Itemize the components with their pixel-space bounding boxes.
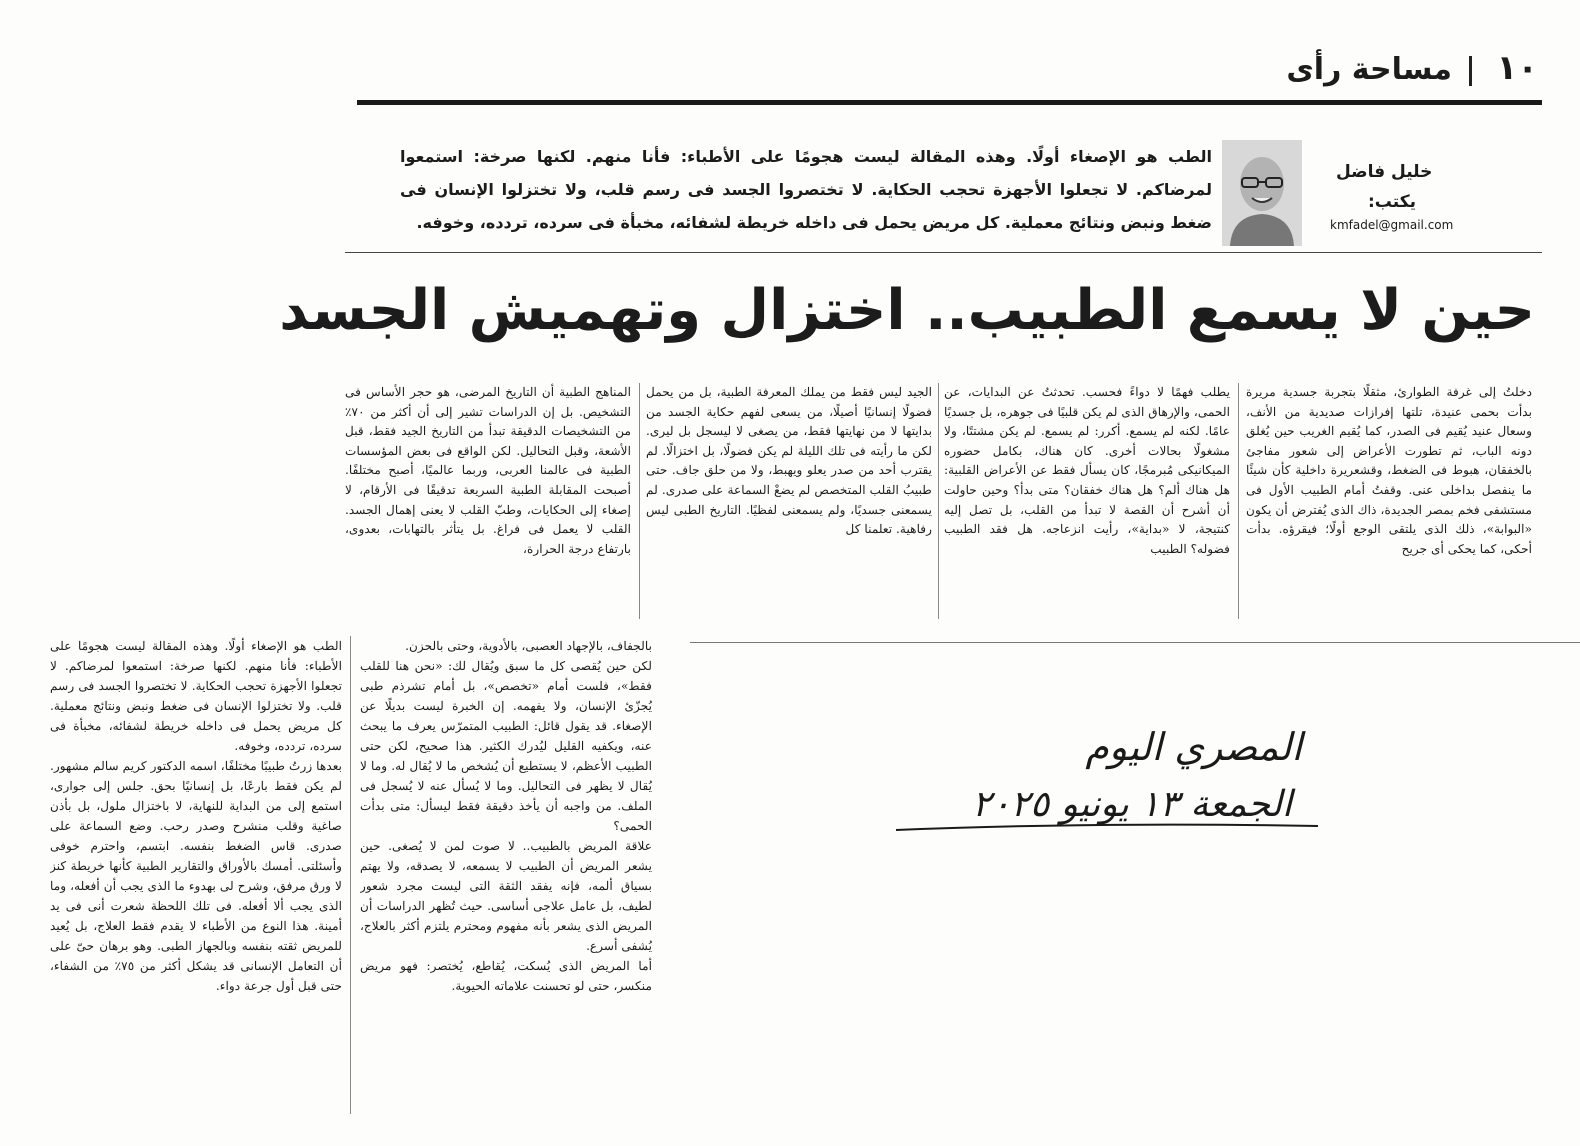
masthead-separator <box>1469 56 1472 86</box>
article-intro: الطب هو الإصغاء أولًا. وهذه المقالة ليست هجومًا على الأطباء: فأنا منهم. لكنها صرخة: استمعوا لمرضاكم. لا تجعلوا الأجهزة تحجب الحكاية. لا تختصروا الجسد فى رسم قلب، ولا تختزلوا الإنسان فى ضغط ونبض ونتائج معملية. كل مريض يحمل فى داخله خريطة لشفائه، مخبأة فى سرده، تردده، وخوفه. <box>400 147 1212 232</box>
section-rule <box>690 642 1580 643</box>
handwritten-source-note <box>892 712 1322 842</box>
paragraph: علاقة المريض بالطبيب.. لا صوت لمن لا يُصغى. حين يشعر المريض أن الطبيب لا يسمعه، لا يصدقه، ولا يهتم بسياق ألمه، فإنه يفقد الثقة التى ليست مجرد شعور لطيف، بل عامل علاجى أساسى. حيث تُظهر الدراسات أن المريض الذى يشعر بأنه مفهوم ومحترم يلتزم أكثر بالعلاج، يُشفى أسرع. <box>360 839 652 953</box>
masthead-rule <box>357 100 1542 105</box>
clipping-column-left <box>50 636 342 1106</box>
author-email: kmfadel@gmail.com <box>1330 218 1454 232</box>
column-3: الجيد ليس فقط من يملك المعرفة الطبية، بل من يحمل فضولًا إنسانيًا أصيلًا، من يسعى لفهم حكاية الجسد من بدايتها لا من نهايتها فقط، من يصغى لا ليسجل بل ليرى. لكن ما رأيته فى تلك الليلة لم يكن فضولًا، بل اختزالًا. لم يقترب أحد من صدر يعلو ويهبط، ولا من حلق جاف. حتى طبيبُ القلب المتخصص لم يضعْ السماعة على صدرى. لم يسمعنى جسديًا، ولم يسمعنى لفظيًا. التاريخ الطبى ليس رفاهية. تعلمنا كل <box>646 385 932 537</box>
page-number: ١٠ <box>1496 48 1538 88</box>
paragraph: الطب هو الإصغاء أولًا. وهذه المقالة ليست هجومًا على الأطباء: فأنا منهم. لكنها صرخة: استمعوا لمرضاكم. لا تجعلوا الأجهزة تحجب الحكاية. لا تختصروا الجسد فى رسم قلب. ولا تختزلوا الإنسان فى ضغط ونبض ونتائج معملية. كل مريض يحمل فى داخله خريطة لشفائه، مخبأة فى سرده، تردده، وخوفه. <box>50 639 342 753</box>
handwriting-underline <box>896 825 1318 830</box>
paragraph: لكن حين يُقصى كل ما سبق ويُقال لك: «نحن هنا للقلب فقط»، فلست أمام «تخصص»، بل أمام تشرذم طبى يُجزّئ الإنسان، ولا يفهمه. إن الخبرة ليست بديلًا عن الإصغاء. قد يقول قائل: الطبيب المتمرّس يعرف ما يبحث عنه، ويكفيه القليل ليُدرك الكثير. هذا صحيح، لكن حتى الطبيب الأعظم، لا يستطيع أن يُشخص ما لا يُقال له. وما لا يُقال لا يظهر فى التحاليل. وما لا يُسأل عنه لا يُسجل فى الملف. من واجبه أن يأخذ دقيقة فقط ليسأل: متى بدأت الحمى؟ <box>360 659 652 833</box>
column-divider <box>350 636 351 1114</box>
author-byline: يكتب: <box>1368 192 1417 212</box>
column-1: دخلتُ إلى غرفة الطوارئ، مثقلًا بتجربة جسدية مريرة بدأت بحمى عنيدة، تلتها إفرازات صديدية من الأنف، وسعال عنيد يُقيم فى الصدر، كما يُقيم الغريب حين يُغلق دونه الباب، ثم تطورت الأعراض إلى شعور مفاجئ بالخفقان، هبوط فى الضغط، وقشعريرة داخلية كأن شيئًا ما ينفصل بداخلى عنى. وقفتُ أمام الطبيب الأول فى مستشفى فخم بمصر الجديدة، ذاك الذى يُفترض أن يكون «البوابة»، ذلك الذى يلتقى الوجع أولًا؛ فيقرؤه. بدأت أحكى، كما يحكى أى جريح <box>1246 385 1532 556</box>
column-4: المناهج الطبية أن التاريخ المرضى، هو حجر الأساس فى التشخيص. بل إن الدراسات تشير إلى أن أكثر من ٧٠٪ من التشخيصات الدقيقة تبدأ من التاريخ الجيد فقط، قبل الأشعة، وقبل التحاليل. لكن الواقع فى بعض المؤسسات الطبية فى عالمنا العربى، وربما عالميًا، أصبح مختلفًا. أصبحت المقابلة الطبية السريعة تدقيقًا فى الأرقام، لا إصغاء إلى الحكايات، وطبّ القلب لا يعنى إهمال الجسد. القلب لا يعمل فى فراغ. بل يتأثر بالتهابات، بعدوى، بارتفاع درجة الحرارة، <box>345 385 631 556</box>
clipping-column-right <box>360 636 652 1114</box>
section-title: مساحة رأى <box>1286 52 1452 87</box>
column-2: يطلب فهمًا لا دواءً فحسب. تحدثتُ عن البدايات، عن الحمى، والإرهاق الذى لم يكن قلبيًا فى جوهره، بل جسديًا عامًا. لكنه لم يسمع. أكرر: لم يسمع. لم يكن مشتتًا، ولا مشغولًا بحالات أخرى. كان هناك، بكامل حضوره الميكانيكى مُبرمجًا، كان يسأل فقط عن الأعراض القلبية: هل هناك ألم؟ هل هناك خفقان؟ متى بدأ؟ وحين حاولت أن أشرح أن القصة لا تبدأ من القلب، بل تصل إليه كنتيجة، لا «بداية»، رأيت انزعاجه. هل فقد الطبيب فضوله؟ الطبيب <box>944 385 1230 556</box>
author-photo <box>1222 140 1302 246</box>
column-divider <box>639 383 640 619</box>
handwriting-line-2: الجمعة ١٣ يونيو ٢٠٢٥ <box>971 784 1292 825</box>
intro-rule <box>345 252 1542 253</box>
paragraph: بالجفاف، بالإجهاد العصبى، بالأدوية، وحتى بالحزن. <box>405 639 652 653</box>
paragraph: أما المريض الذى يُسكت، يُقاطع، يُختصر: فهو مريض منكسر، حتى لو تحسنت علاماته الحيوية. <box>360 959 652 993</box>
author-name: خليل فاضل <box>1336 162 1433 182</box>
paragraph: بعدها زرتُ طبيبًا مختلفًا، اسمه الدكتور كريم سالم مشهور. لم يكن فقط بارعًا، بل إنسانيًا بحق. جلس إلى جوارى، استمع إلى من البداية للنهاية، لا باختزال ملول، بل بأذن صاغية وقلب منشرح وصدر رحب. وضع السماعة على صدرى. قاس الضغط بنفسه. ابتسم، واحترم خوفى وأسئلتى. أمسك بالأوراق والتقارير الطبية كأنها خريطة كنز لا ورق مرفق، وشرح لى بهدوء ما الذى يجب أن أفعله، وما الذى يجب ألا أفعله. فى تلك اللحظة شعرت أنى فى يد أمينة. هذا النوع من الأطباء لا يقدم فقط العلاج، بل يُعيد للمريض ثقته بنفسه وبالجهاز الطبى. وهو برهان حىّ على أن التعامل الإنسانى قد يشكل أكثر من ٧٥٪ من الشفاء، حتى قبل أول جرعة دواء. <box>50 759 342 993</box>
article-headline: حين لا يسمع الطبيب.. اختزال وتهميش الجسد <box>279 278 1535 343</box>
column-divider <box>1238 383 1239 619</box>
column-divider <box>938 383 939 619</box>
handwriting-line-1: المصري اليوم <box>1085 725 1302 769</box>
